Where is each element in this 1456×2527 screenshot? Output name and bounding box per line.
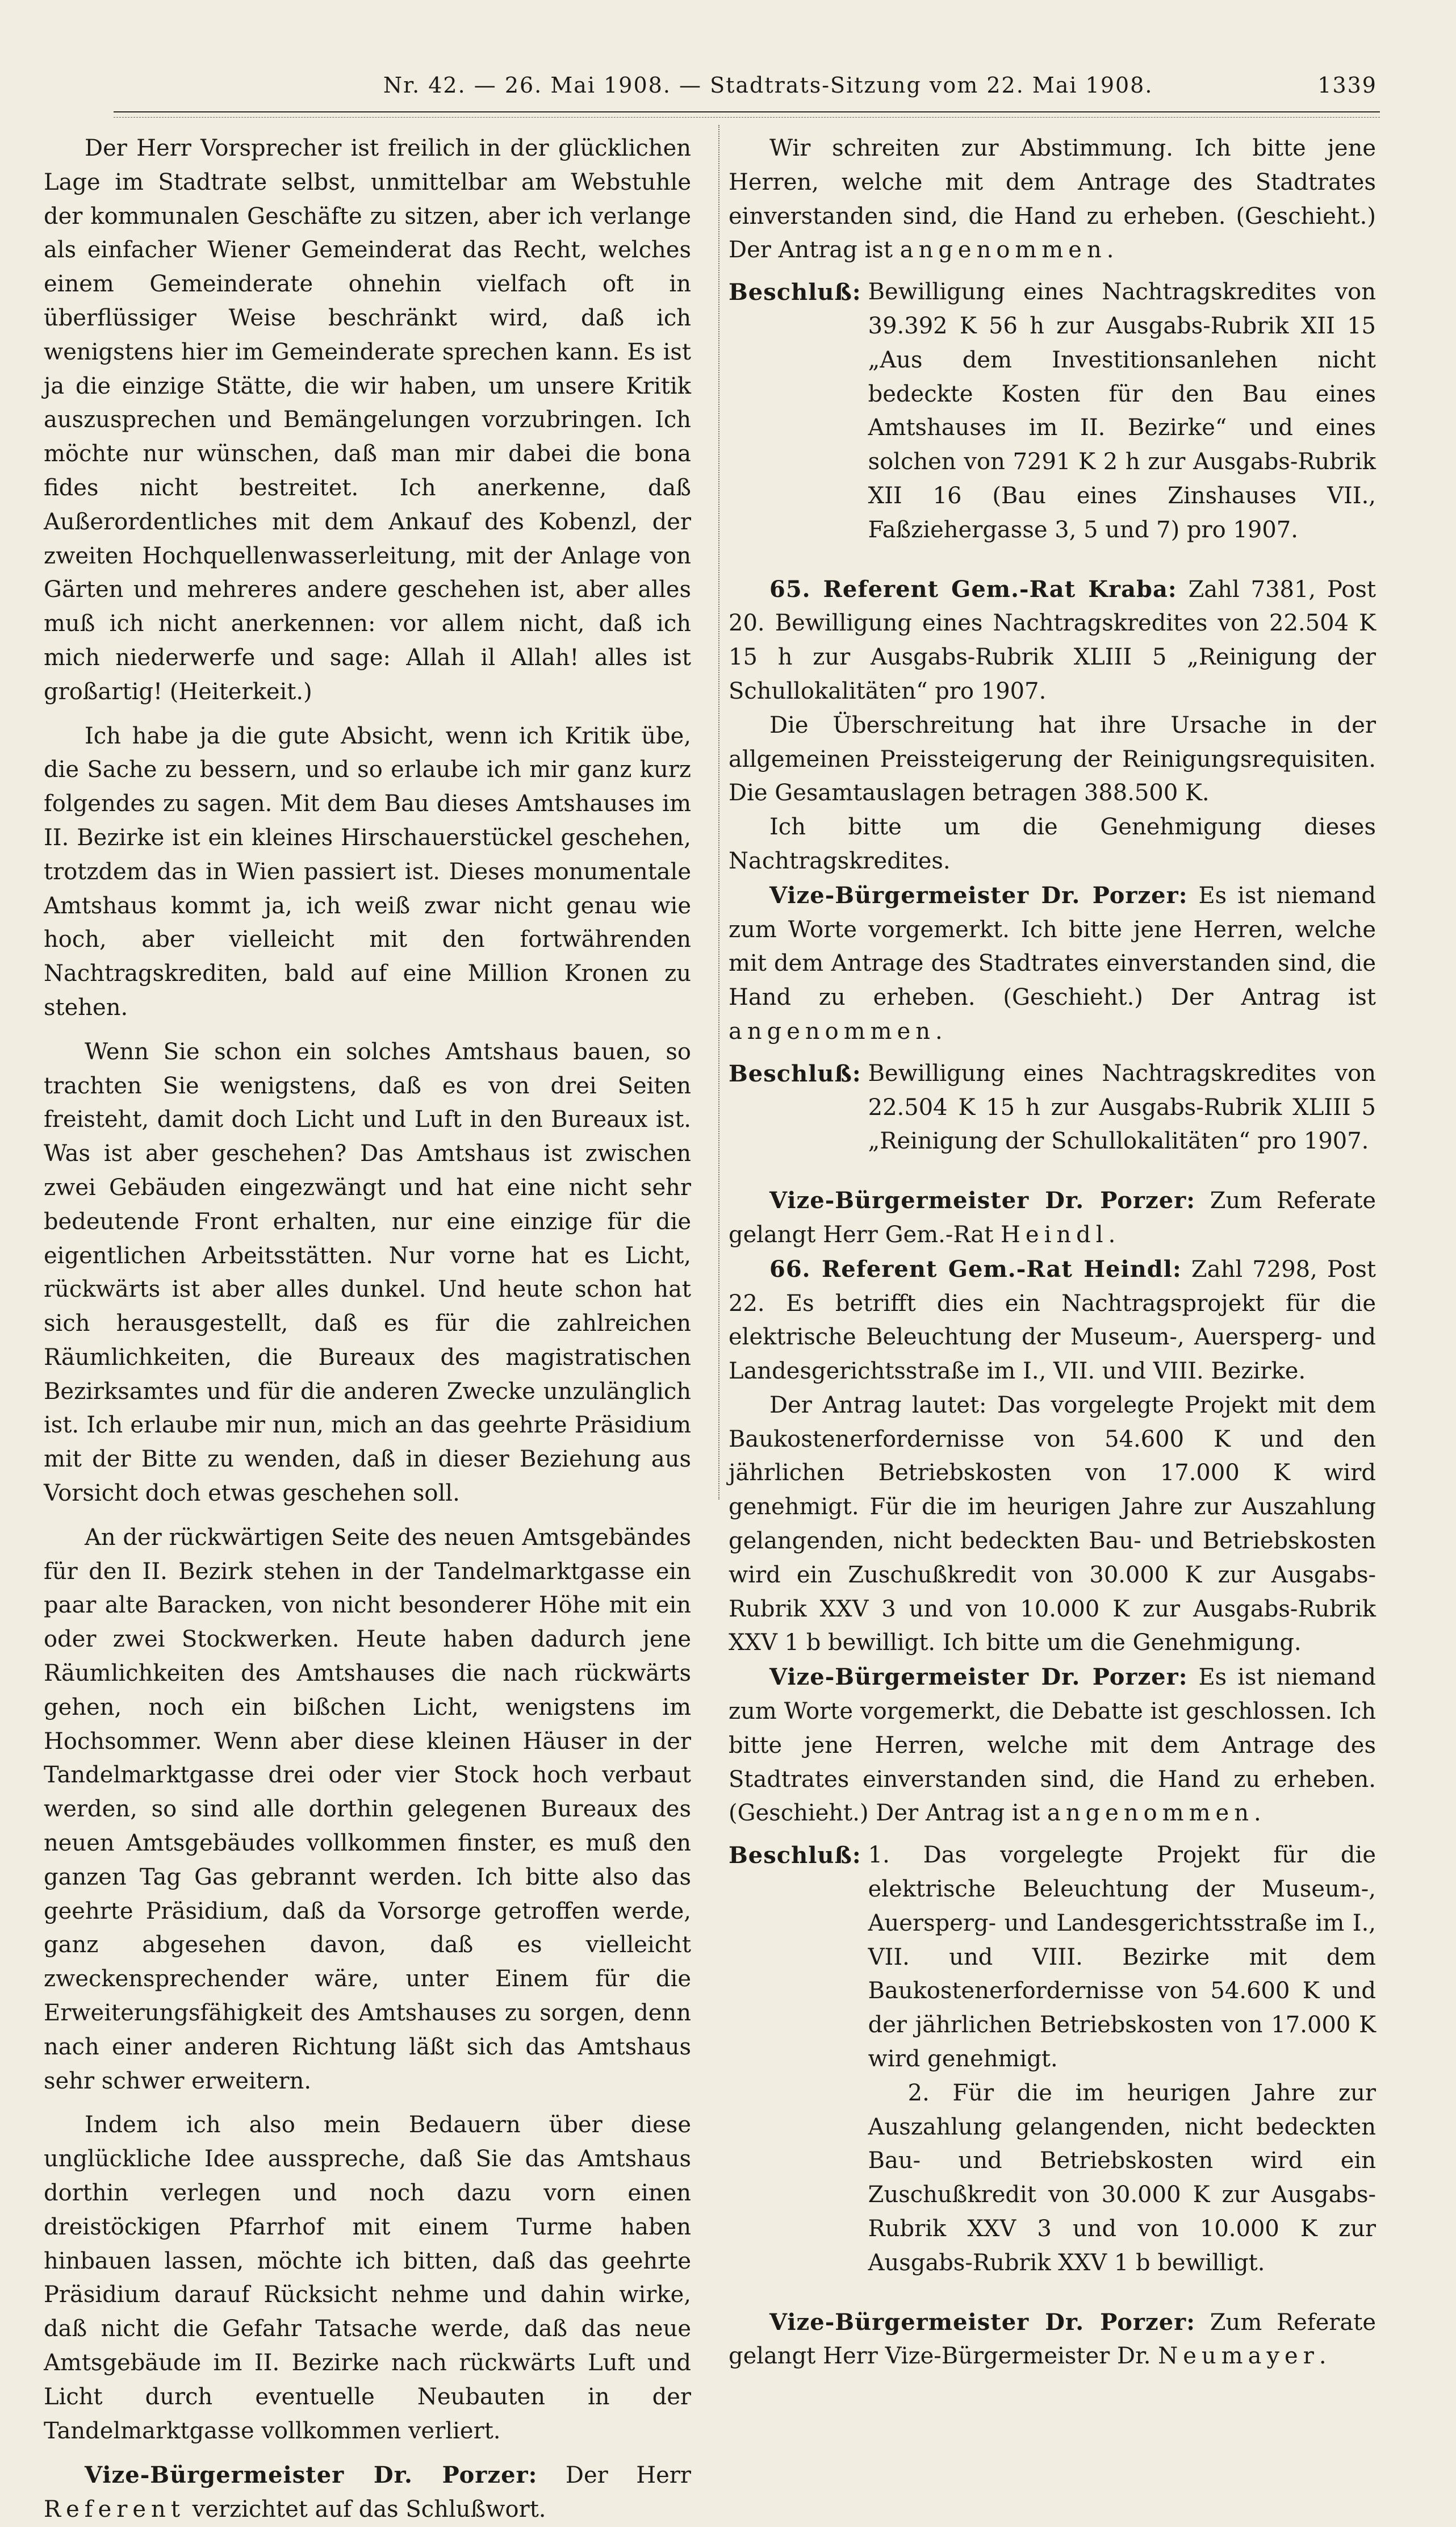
text-run: . bbox=[1108, 1221, 1116, 1248]
text-run: Der Herr bbox=[565, 2462, 692, 2489]
resolution-text: 1. Das vorgelegte Projekt für die elektrische Beleuchtung der Museum-, Auersperg- und Landesgerichtsstraße im I., VII. und VIII. Bezirke mit dem Baukostenerfordernisse von 54.600 K und der jährlichen Betriebskosten von 17.000 K wird genehmigt. bbox=[868, 1842, 1376, 2073]
text-run: . bbox=[935, 1018, 943, 1045]
resolution-text: 2. Für die im heurigen Jahre zur Auszahlung gelangenden, nicht bedeckten Bau- und Betriebskosten wird ein Zuschußkredit von 30.000 K zur Ausgabs-Rubrik XXV 3 und von 10.000 K zur Ausgabs-Rubrik XXV 1 b bewilligt. bbox=[868, 2079, 1376, 2276]
spaced-text: Referent bbox=[44, 2496, 185, 2523]
text-run: . bbox=[1106, 237, 1114, 264]
text-run: Zahl 7381, Post 20. Bewilligung eines Nachtragskredites von 22.504 K 15 h zur Ausgabs-Rubrik XLIII 5 „Reinigung der Schullokalitäten“ pro 1907. bbox=[729, 576, 1376, 704]
text-run: . bbox=[1319, 2343, 1327, 2370]
paragraph: Die Überschreitung hat ihre Ursache in der allgemeinen Preissteigerung der Reinigungsrequisiten. Die Gesamtauslagen betragen 388.500 K. bbox=[729, 712, 1376, 807]
text-run: Es ist niemand zum Worte vorgemerkt. Ich bitte jene Herren, welche mit dem Antrage des Stadtrates einverstanden sind, die Hand zu erheben. (Geschieht.) Der Antrag ist bbox=[729, 882, 1376, 1011]
spaced-text: angenommen bbox=[729, 1018, 936, 1045]
text-run: . bbox=[1254, 1800, 1261, 1827]
header-rule bbox=[114, 111, 1380, 118]
spaced-text: angenommen bbox=[1047, 1800, 1254, 1827]
speaker-name: Vize-Bürgermeister Dr. Porzer: bbox=[769, 1664, 1188, 1691]
speaker-name: Vize-Bürgermeister Dr. Porzer: bbox=[769, 882, 1188, 909]
paragraph bbox=[729, 1660, 1376, 1831]
resolution-block bbox=[729, 1057, 1376, 1159]
resolution-text: Bewilligung eines Nachtragskredites von 39.392 K 56 h zur Ausgabs-Rubrik XII 15 „Aus dem Investitionsanlehen nicht bedeckte Kosten für den Bau eines Amtshauses im II. Bezirke“ und eines solchen von 7291 K 2 h zur Ausgabs-Rubrik XII 16 (Bau eines Zinshauses VII., Faßziehergasse 3, 5 und 7) pro 1907. bbox=[868, 279, 1376, 543]
page-header bbox=[116, 73, 1377, 98]
text-run: Es ist niemand zum Worte vorgemerkt, die Debatte ist geschlossen. Ich bitte jene Herren, welche mit dem Antrage des Stadtrates einverstanden sind, die Hand zu erheben. (Geschieht.) Der Antrag ist bbox=[729, 1664, 1376, 1827]
paragraph: Ich bitte um die Genehmigung dieses Nachtragskredites. bbox=[729, 814, 1376, 874]
speaker-name: Vize-Bürgermeister Dr. Porzer: bbox=[85, 2462, 538, 2489]
paragraph: Der Herr Vorsprecher ist freilich in der glücklichen Lage im Stadtrate selbst, unmittelbar am Webstuhle der kommunalen Geschäfte zu sitzen, aber ich verlange als einfacher Wiener Gemeinderat das Recht, welches einem Gemeinderate ohnehin vielfach oft in überflüssiger Weise beschränkt wird, daß ich wenigstens hier im Gemeinderate sprechen kann. Es ist ja die einzige Stätte, die wir haben, um unsere Kritik auszusprechen und Bemängelungen vorzubringen. Ich möchte nur wünschen, daß man mir dabei die bona fides nicht bestreitet. Ich anerkenne, daß Außerordentliches mit dem Ankauf des Kobenzl, der zweiten Hochquellenwasserleitung, mit der Anlage von Gärten und mehreres andere geschehen ist, aber alles muß ich nicht anerkennen: vor allem nicht, daß ich mich niederwerfe und sage: Allah il Allah! alles ist großartig! (Heiterkeit.) bbox=[44, 135, 691, 705]
text-run: Zum Referate gelangt Herr Gem.-Rat bbox=[729, 1188, 1376, 1248]
paragraph bbox=[729, 879, 1376, 1049]
speaker-name: Vize-Bürgermeister Dr. Porzer: bbox=[769, 2308, 1195, 2336]
header-title: Nr. 42. — 26. Mai 1908. — Stadtrats-Sitzung vom 22. Mai 1908. bbox=[383, 73, 1153, 98]
item-heading: 65. Referent Gem.-Rat Kraba: bbox=[769, 575, 1177, 603]
paragraph: Indem ich also mein Bedauern über diese unglückliche Idee ausspreche, daß Sie das Amtshaus dorthin verlegen und noch dazu vorn einen dreistöckigen Pfarrhof mit einem Turme haben hinbauen lassen, möchte ich bitten, daß das geehrte Präsidium darauf Rücksicht nehme und dahin wirke, daß nicht die Gefahr Tatsache werde, daß das neue Amtsgebäude im II. Bezirke nach rückwärts Luft und Licht durch eventuelle Neubauten in der Tandelmarktgasse vollkommen verliert. bbox=[44, 2112, 691, 2444]
text-run: Zahl 7298, Post 22. Es betrifft dies ein Nachtragsprojekt für die elektrische Beleuchtung der Museum-, Auersperg- und Landesgerichtsstraße im I., VII. und VIII. Bezirke. bbox=[729, 1256, 1376, 1385]
paragraph: An der rückwärtigen Seite des neuen Amtsgebändes für den II. Bezirk stehen in der Tandelmarktgasse ein paar alte Baracken, von nicht besonderer Höhe mit ein oder zwei Stockwerken. Heute haben dadurch jene Räumlichkeiten des Amtshauses die nach rückwärts gehen, noch ein bißchen Licht, wenigstens im Hochsommer. Wenn aber diese kleinen Häuser in der Tandelmarktgasse drei oder vier Stock hoch verbaut werden, so sind alle dorthin gelegenen Bureaux des neuen Amtsgebäudes vollkommen finster, es muß den ganzen Tag Gas gebrannt werden. Ich bitte also das geehrte Präsidium, daß da Vorsorge getroffen werde, ganz abgesehen davon, daß es vielleicht zweckensprechender wäre, unter Einem für die Erweiterungsfähigkeit des Amtshauses zu sorgen, denn nach einer anderen Richtung läßt sich das Amtshaus sehr schwer erweitern. bbox=[44, 1524, 691, 2094]
spaced-text: angenommen bbox=[899, 237, 1107, 264]
text-run: Wir schreiten zur Abstimmung. Ich bitte jene Herren, welche mit dem Antrage des Stadtrates einverstanden sind, die Hand zu erheben. (Geschieht.) Der Antrag ist bbox=[729, 135, 1376, 264]
spaced-text: Heindl bbox=[1001, 1221, 1108, 1248]
paragraph: Wenn Sie schon ein solches Amtshaus bauen, so trachten Sie wenigstens, daß es von drei Seiten freisteht, damit doch Licht und Luft in den Bureaux ist. Was ist aber geschehen? Das Amtshaus ist zwischen zwei Gebäuden eingezwängt und hat eine nicht sehr bedeutende Front erhalten, nur eine einzige für die eigentlichen Arbeitsstätten. Nur vorne hat es Licht, rückwärts ist aber alles dunkel. Und heute schon hat sich herausgestellt, daß es für die zahlreichen Räumlichkeiten, die Bureaux des magistratischen Bezirksamtes und für die anderen Zwecke unzulänglich ist. Ich erlaube mir nun, mich an das geehrte Präsidium mit der Bitte zu wenden, daß in dieser Beziehung aus Vorsicht doch etwas geschehen soll. bbox=[44, 1038, 691, 1507]
spaced-text: Neumayer bbox=[1158, 2343, 1319, 2370]
paragraph bbox=[729, 132, 1376, 268]
resolution-text: Bewilligung eines Nachtragskredites von 22.504 K 15 h zur Ausgabs-Rubrik XLIII 5 „Reinigung der Schullokalitäten“ pro 1907. bbox=[868, 1060, 1376, 1155]
column-divider bbox=[718, 125, 721, 1500]
paragraph: Ich habe ja die gute Absicht, wenn ich Kritik übe, die Sache zu bessern, und so erlaube ich mir ganz kurz folgendes zu sagen. Mit dem Bau dieses Amtshauses im II. Bezirke ist ein kleines Hirschauerstückel geschehen, trotzdem das in Wien passiert ist. Dieses monumentale Amtshaus kommt ja, ich weiß zwar nicht genau wie hoch, aber vielleicht mit den fortwährenden Nachtragskrediten, bald auf eine Million Kronen zu stehen. bbox=[44, 722, 691, 1021]
text-run: verzichtet auf das Schlußwort. bbox=[192, 2496, 546, 2523]
paragraph: Der Antrag lautet: Das vorgelegte Projekt mit dem Baukostenerfordernisse von 54.600 K und den jährlichen Betriebskosten von 17.000 K wird genehmigt. Für die im heurigen Jahre zur Auszahlung gelangenden, nicht bedeckten Bau- und Betriebskosten wird ein Zuschußkredit von 30.000 K zur Ausgabs-Rubrik XXV 3 und von 10.000 K zur Ausgabs-Rubrik XXV 1 b bewilligt. Ich bitte um die Genehmigung. bbox=[729, 1392, 1376, 1656]
paragraph bbox=[729, 1252, 1376, 1389]
resolution-label: Beschluß: bbox=[729, 1842, 861, 1869]
resolution-block bbox=[729, 1839, 1376, 2280]
paragraph bbox=[729, 573, 1376, 709]
paragraph bbox=[729, 2305, 1376, 2374]
speaker-name: Vize-Bürgermeister Dr. Porzer: bbox=[769, 1187, 1195, 1214]
resolution-label: Beschluß: bbox=[729, 279, 861, 306]
paragraph bbox=[44, 2458, 691, 2527]
right-column bbox=[729, 132, 1376, 2374]
resolution-label: Beschluß: bbox=[729, 1060, 861, 1087]
left-column bbox=[44, 132, 691, 2527]
page-number: 1339 bbox=[1317, 73, 1377, 98]
item-heading: 66. Referent Gem.-Rat Heindl: bbox=[769, 1255, 1182, 1283]
paragraph bbox=[729, 1184, 1376, 1252]
text-run: Zum Referate gelangt Herr Vize-Bürgermeister Dr. bbox=[729, 2309, 1376, 2370]
resolution-block bbox=[729, 275, 1376, 547]
